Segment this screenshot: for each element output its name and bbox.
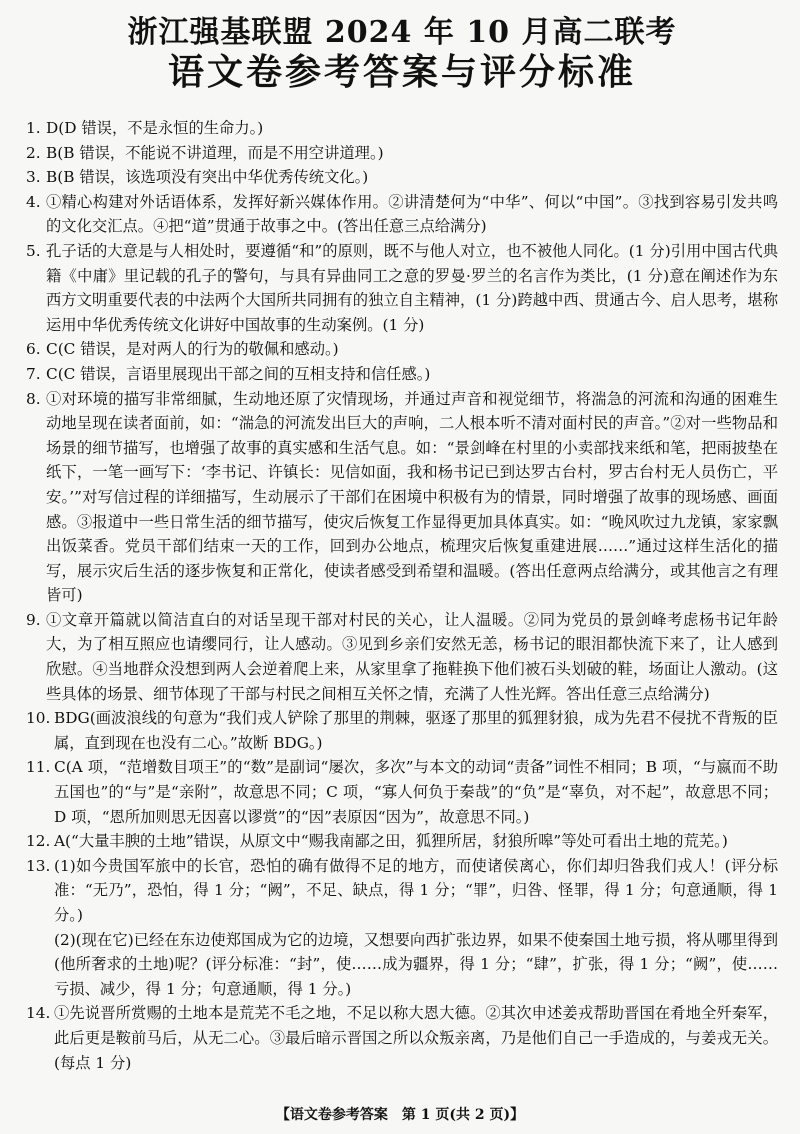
item-number: 9. [26,610,41,629]
item-text: D(D 错误，不是永恒的生命力。) [46,119,264,137]
item-text-block [54,854,778,1002]
item-number: 7. [26,364,41,383]
item-number: 10. [26,709,51,728]
item-subtext: (2)(现在它)已经在东边使郑国成为它的边境，又想要向西扩张边界，如果不使秦国土地亏损，将从哪里得到(他所奢求的土地)呢？(评分标准：“封”，使……成为疆界，得 1 分；“肆”，扩张，得 1 分；“阙”，使……亏损、减少，得 1 分；句意通顺，得 1 分。) [54,930,778,998]
item-number: 5. [26,241,41,260]
answer-item-3 [26,165,778,190]
item-text: (1)如今贵国军旅中的长官，恐怕的确有做得不足的地方，而使诸侯离心，你们却归咎我们戎人！(评分标准：“无乃”，恐怕，得 1 分；“阙”，不足、缺点，得 1 分；“罪”，归咎、怪罪，得 1 分；句意通顺，得 1 分。) [54,856,778,924]
answer-item-14 [26,1001,778,1075]
answer-item-9 [26,608,778,706]
item-text: ①对环境的描写非常细腻，生动地还原了灾情现场，并通过声音和视觉细节，将湍急的河流和沟通的困难生动地呈现在读者面前，如：“湍急的河流发出巨大的声响，二人根本听不清对面村民的声音。”②对一些物品和场景的细节描写，也增强了故事的真实感和生活气息。如：“景剑峰在村里的小卖部找来纸和笔，把雨披垫在纸下，一笔一画写下：‘李书记、许镇长：见信如面，我和杨书记已到达罗古台村，罗古台村无人员伤亡，平安。’”对写信过程的详细描写，生动展示了干部们在困境中积极有为的情景，同时增强了故事的现场感、画面感。③报道中一些日常生活的细节描写，使灾后恢复工作显得更加具体真实。如：“晚风吹过九龙镇，家家飘出饭菜香。党员干部们结束一天的工作，回到办公地点，梳理灾后恢复重建进展……”通过这样生活化的描写，展示灾后生活的逐步恢复和正常化，使读者感受到希望和温暖。(答出任意两点给满分，或其他言之有理皆可) [46,389,778,605]
answer-list [26,116,778,1075]
answer-item-11 [26,755,778,829]
page-footer: 【语文卷参考答案 第 1 页(共 2 页)】 [275,1107,525,1123]
item-text: B(B 错误，不能说不讲道理，而是不用空讲道理。) [46,143,384,162]
item-number: 3. [26,168,41,187]
item-text: BDG(画波浪线的句意为“我们戎人铲除了那里的荆棘，驱逐了那里的狐狸豺狼，成为先君不侵扰不背叛的臣属，直到现在也没有二心。”故断 BDG。) [54,709,778,752]
item-text: C(C 错误，是对两人的行为的敬佩和感动。) [46,340,339,359]
item-number: 13. [26,856,51,875]
answer-item-8 [26,387,778,608]
item-number: 2. [26,143,41,162]
item-number: 11. [26,758,51,777]
item-text: ①先说晋所赏赐的土地本是荒芜不毛之地，不足以称大恩大德。②其次申述姜戎帮助晋国在肴地全歼秦军，此后更是鞍前马后，从无二心。③最后暗示晋国之所以众叛亲离，乃是他们自己一手造成的，与姜戎无关。(每点 1 分) [54,1004,778,1072]
item-number: 4. [26,192,41,211]
item-text: C(C 错误，言语里展现出干部之间的互相支持和信任感。) [46,364,431,383]
document-title: 语文卷参考答案与评分标准 [167,51,636,93]
answer-item-12 [26,829,778,854]
item-text: ①精心构建对外话语体系，发挥好新兴媒体作用。②讲清楚何为“中华”、何以“中国”。③找到容易引发共鸣的文化交汇点。④把“道”贯通于故事之中。(答出任意三点给满分) [46,192,778,236]
item-text: C(A 项，“范增数目项王”的“数”是副词“屡次，多次”与本文的动词“责备”词性不相同；B 项，“与嬴而不助五国也”的“与”是“亲附”，故意思不同；C 项，“寡人何负于秦哉”的“负”是“辜负，对不起”，故意思不同；D 项，“恩所加则思无因喜以谬赏”的“因”表原因“因为”，故意思不同。) [54,758,778,826]
item-text: 孔子话的大意是与人相处时，要遵循“和”的原则，既不与他人对立，也不被他人同化。(1 分)引用中国古代典籍《中庸》里记载的孔子的警句，与具有异曲同工之意的罗曼·罗兰的名言作为类比，(1 分)意在阐述作为东西方文明重要代表的中法两个大国所共同拥有的独立自主精神，(1 分)跨越中西、贯通古今、启人思考，堪称运用中华优秀传统文化讲好中国故事的生动案例。(1 分) [46,241,778,334]
item-text: ①文章开篇就以简洁直白的对话呈现干部对村民的关心，让人温暖。②同为党员的景剑峰考虑杨书记年龄大，为了相互照应也请缨同行，让人感动。③见到乡亲们安然无恙，杨书记的眼泪都快流下来了，让人感到欣慰。④当地群众没想到两人会逆着爬上来，从家里拿了拖鞋换下他们被石头划破的鞋，场面让人激动。(这些具体的场景、细节体现了干部与村民之间相互关怀之情，充满了人性光辉。答出任意三点给满分) [46,610,778,703]
answer-item-13 [26,854,778,1002]
item-number: 8. [26,389,41,408]
answer-item-6 [26,337,778,362]
exam-title: 浙江强基联盟 2024 年 10 月高二联考 [127,15,677,50]
item-number: 1. [26,119,41,137]
answer-item-5 [26,239,778,337]
item-text: B(B 错误，该选项没有突出中华优秀传统文化。) [46,168,369,187]
item-number: 6. [26,340,41,359]
answer-item-2 [26,141,778,166]
answer-item-4 [26,190,778,239]
answer-item-1 [26,116,778,141]
answer-item-7 [26,362,778,387]
item-number: 12. [26,832,51,851]
answer-item-10 [26,706,778,755]
item-text: A(“大量丰腴的土地”错误，从原文中“赐我南鄙之田，狐狸所居，豺狼所嗥”等处可看出土地的荒芜。) [54,832,728,851]
item-number: 14. [26,1004,51,1023]
